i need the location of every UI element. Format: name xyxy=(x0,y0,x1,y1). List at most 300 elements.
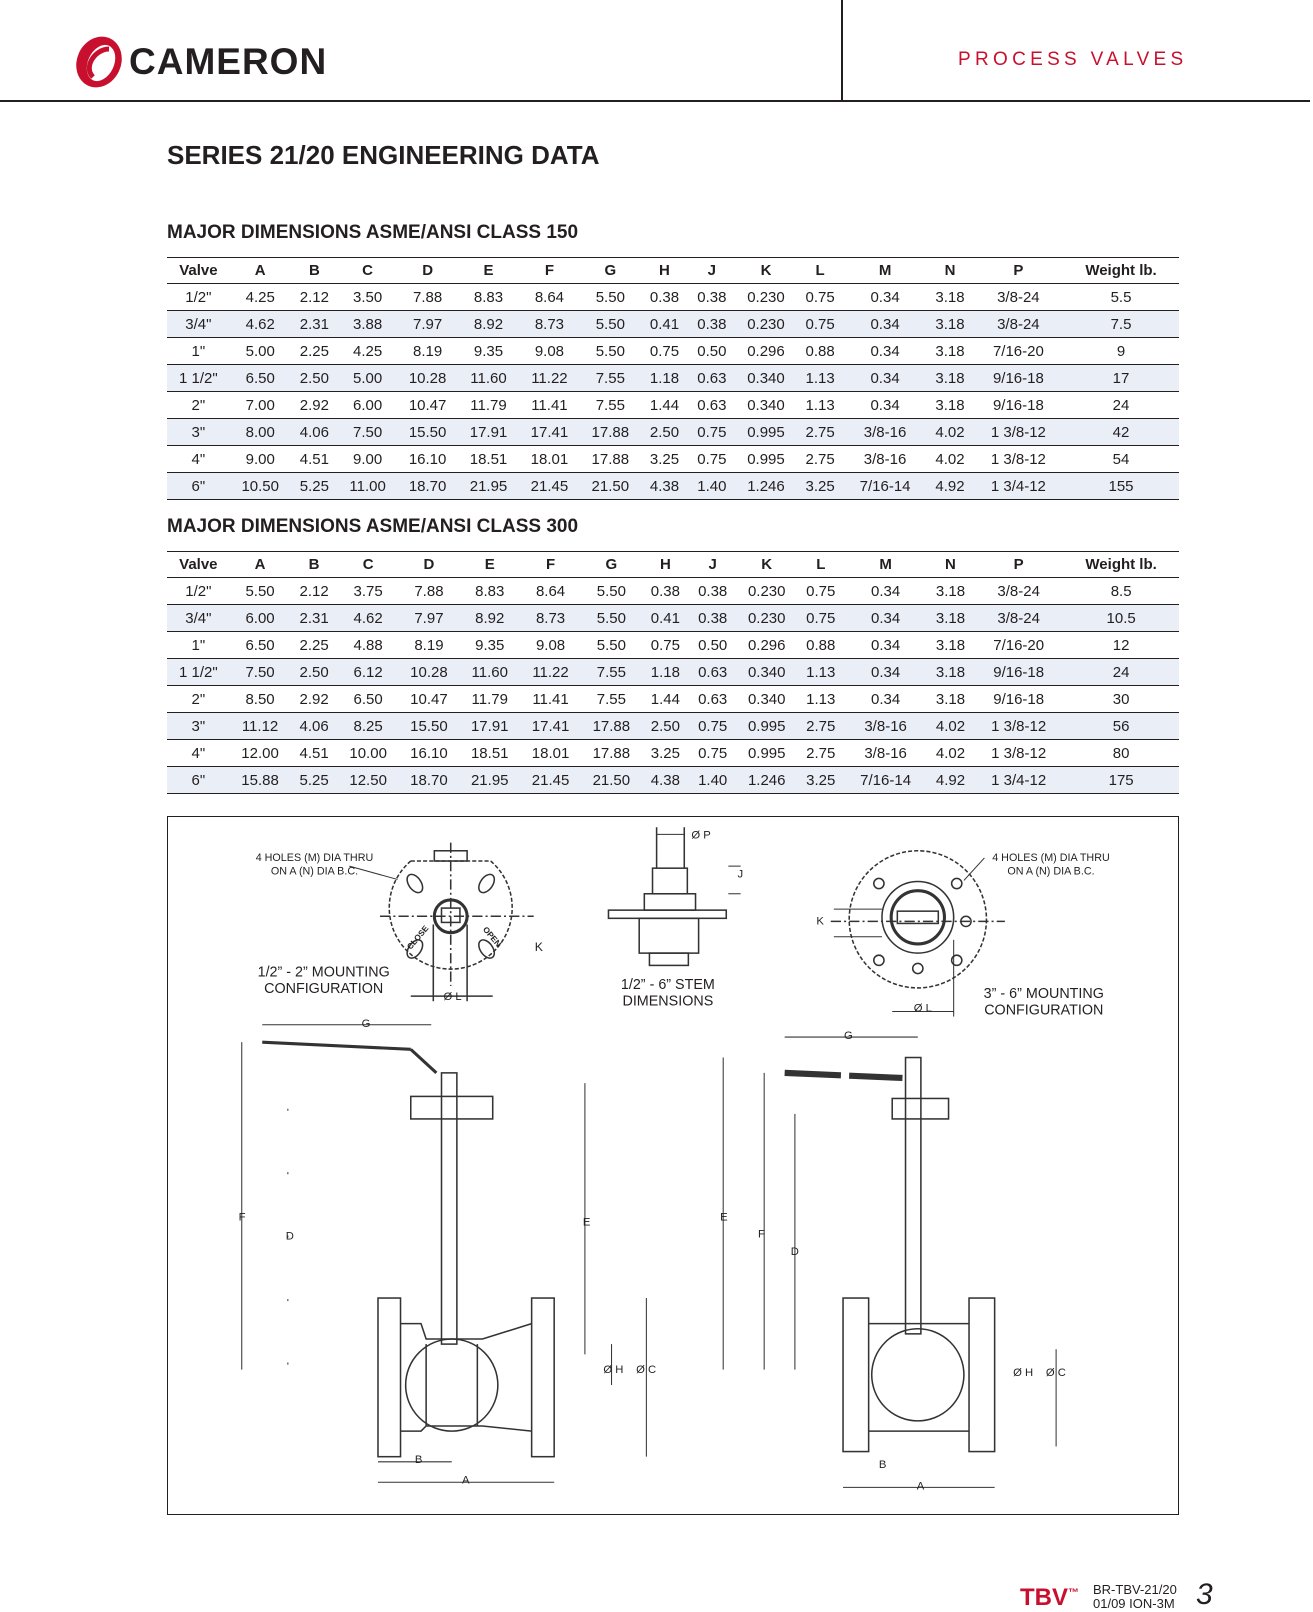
table-cell: 6.00 xyxy=(338,392,397,419)
table-cell: 7.00 xyxy=(230,392,291,419)
table-cell: 1" xyxy=(167,338,230,365)
table-cell: 21.95 xyxy=(459,767,520,794)
table-cell: 0.75 xyxy=(689,740,736,767)
table-cell: 4.88 xyxy=(338,632,399,659)
column-header: K xyxy=(736,258,797,284)
table-cell: 2.50 xyxy=(641,419,688,446)
table-cell: 5.00 xyxy=(230,338,291,365)
page-title: SERIES 21/20 ENGINEERING DATA xyxy=(167,140,600,170)
table-cell: 4.02 xyxy=(927,740,974,767)
table-cell: 0.50 xyxy=(689,632,736,659)
table-row xyxy=(167,578,1179,605)
table-cell: 24 xyxy=(1063,659,1179,686)
table-cell: 4.02 xyxy=(926,419,973,446)
table-cell: 11.60 xyxy=(458,365,519,392)
table-cell: 2.75 xyxy=(797,713,844,740)
table-cell: 7.97 xyxy=(397,311,458,338)
table-cell: 15.50 xyxy=(399,713,460,740)
table-cell: 10.28 xyxy=(397,365,458,392)
table-cell: 0.995 xyxy=(736,446,797,473)
brand-text: TBV xyxy=(1020,1584,1068,1611)
table-cell: 2.50 xyxy=(291,365,338,392)
table-row xyxy=(167,311,1179,338)
table-cell: 7.55 xyxy=(581,686,642,713)
table-cell: 3.25 xyxy=(796,473,843,500)
table-cell: 7.5 xyxy=(1063,311,1179,338)
large-mounting-drawing xyxy=(831,851,1005,1017)
table-cell: 8.64 xyxy=(519,284,580,311)
table-cell: 21.45 xyxy=(520,767,581,794)
table-row xyxy=(167,767,1179,794)
table-cell: 0.41 xyxy=(642,605,689,632)
table-cell: 3/8-24 xyxy=(974,605,1063,632)
stem-caption: 1/2” - 6” STEM xyxy=(620,976,715,993)
table-cell: 2.25 xyxy=(290,632,337,659)
dim-p-label: Ø P xyxy=(691,829,711,842)
stem-caption: DIMENSIONS xyxy=(622,993,714,1010)
document-code-line: BR-TBV-21/20 xyxy=(1093,1582,1177,1597)
table-cell: 2.92 xyxy=(291,392,338,419)
table-cell: 9.35 xyxy=(459,632,520,659)
table-cell: 0.995 xyxy=(736,419,797,446)
table-cell: 0.34 xyxy=(844,686,926,713)
table-cell: 0.34 xyxy=(844,284,927,311)
table-cell: 9/16-18 xyxy=(974,365,1063,392)
table-cell: 0.230 xyxy=(736,284,797,311)
table-cell: 2.50 xyxy=(290,659,337,686)
dim-d-label: D xyxy=(790,1246,799,1259)
table-cell: 1.44 xyxy=(641,392,688,419)
table-cell: 6.50 xyxy=(338,686,399,713)
table-cell: 0.34 xyxy=(844,311,927,338)
table-cell: 3" xyxy=(167,419,230,446)
table-cell: 1.40 xyxy=(689,767,736,794)
column-header: J xyxy=(688,258,735,284)
dim-b-label: B xyxy=(878,1458,887,1471)
table-cell: 0.63 xyxy=(689,659,736,686)
open-label: OPEN xyxy=(480,925,503,949)
table-cell: 10.50 xyxy=(230,473,291,500)
table-cell: 0.75 xyxy=(797,605,844,632)
table-cell: 4.38 xyxy=(642,767,689,794)
table-cell: 4.25 xyxy=(230,284,291,311)
table-cell: 0.75 xyxy=(689,713,736,740)
table-cell: 8.92 xyxy=(459,605,520,632)
table-cell: 17.41 xyxy=(519,419,580,446)
table-cell: 7.97 xyxy=(399,605,460,632)
table-cell: 8.00 xyxy=(230,419,291,446)
column-header: Valve xyxy=(167,552,230,578)
table-cell: 4.06 xyxy=(290,713,337,740)
column-header: M xyxy=(844,552,926,578)
dim-h-label: Ø H xyxy=(603,1363,624,1376)
table-cell: 11.00 xyxy=(338,473,397,500)
dim-l-label: Ø L xyxy=(443,991,462,1004)
column-header: E xyxy=(458,258,519,284)
dim-f-label: F xyxy=(758,1228,765,1241)
table-cell: 5.50 xyxy=(580,311,641,338)
table-cell: 9.35 xyxy=(458,338,519,365)
column-header: C xyxy=(338,258,397,284)
column-header: J xyxy=(689,552,736,578)
table-cell: 7/16-14 xyxy=(844,473,927,500)
table-cell: 7/16-20 xyxy=(974,632,1063,659)
table-cell: 10.28 xyxy=(399,659,460,686)
table-cell: 54 xyxy=(1063,446,1179,473)
table-cell: 6" xyxy=(167,473,230,500)
dim-h-label: Ø H xyxy=(1013,1366,1034,1379)
large-mount-caption: 3” - 6” MOUNTING xyxy=(983,986,1104,1003)
column-header: K xyxy=(736,552,797,578)
small-mount-caption: 1/2” - 2” MOUNTING xyxy=(257,964,390,981)
table-cell: 8.73 xyxy=(520,605,581,632)
table-cell: 2.50 xyxy=(642,713,689,740)
table-row xyxy=(167,605,1179,632)
column-header: G xyxy=(580,258,641,284)
table-cell: 16.10 xyxy=(397,446,458,473)
section-tag: PROCESS VALVES xyxy=(958,49,1188,70)
table-cell: 0.63 xyxy=(689,686,736,713)
table-cell: 6.50 xyxy=(230,365,291,392)
table-cell: 1.246 xyxy=(736,473,797,500)
table-cell: 18.70 xyxy=(399,767,460,794)
table-cell: 4.38 xyxy=(641,473,688,500)
table-cell: 2.12 xyxy=(290,578,337,605)
table-cell: 0.340 xyxy=(736,392,797,419)
table-cell: 0.38 xyxy=(688,284,735,311)
dim-a-label: A xyxy=(916,1480,925,1493)
table-cell: 0.296 xyxy=(736,338,797,365)
table-cell: 3.18 xyxy=(926,284,973,311)
table-row xyxy=(167,419,1179,446)
table-cell: 7.55 xyxy=(581,659,642,686)
table-cell: 4" xyxy=(167,740,230,767)
table-cell: 8.64 xyxy=(520,578,581,605)
table-cell: 11.22 xyxy=(519,365,580,392)
column-header: B xyxy=(290,552,337,578)
table-cell: 1.246 xyxy=(736,767,797,794)
column-header: L xyxy=(797,552,844,578)
document-code-line: 01/09 ION-3M xyxy=(1093,1596,1175,1611)
table-cell: 8.5 xyxy=(1063,578,1179,605)
table-cell: 0.38 xyxy=(689,578,736,605)
table-cell: 30 xyxy=(1063,686,1179,713)
table-cell: 4" xyxy=(167,446,230,473)
table-cell: 7.50 xyxy=(230,659,291,686)
table-cell: 2.75 xyxy=(796,419,843,446)
column-header: P xyxy=(974,258,1063,284)
table-cell: 3.88 xyxy=(338,311,397,338)
table-cell: 11.60 xyxy=(459,659,520,686)
column-header: M xyxy=(844,258,927,284)
table-cell: 0.41 xyxy=(641,311,688,338)
table-cell: 9/16-18 xyxy=(974,659,1063,686)
large-valve-elevation xyxy=(723,1037,1056,1487)
table-300-title: MAJOR DIMENSIONS ASME/ANSI CLASS 300 xyxy=(167,516,579,537)
table-row xyxy=(167,365,1179,392)
table-cell: 56 xyxy=(1063,713,1179,740)
table-cell: 3.25 xyxy=(642,740,689,767)
table-cell: 3/8-24 xyxy=(974,578,1063,605)
table-cell: 1 3/8-12 xyxy=(974,446,1063,473)
dim-f-label: F xyxy=(238,1211,246,1224)
table-cell: 5.50 xyxy=(230,578,291,605)
table-cell: 8.19 xyxy=(397,338,458,365)
table-cell: 5.25 xyxy=(291,473,338,500)
table-cell: 3.18 xyxy=(926,365,973,392)
table-cell: 15.50 xyxy=(397,419,458,446)
table-cell: 17 xyxy=(1063,365,1179,392)
column-header: E xyxy=(459,552,520,578)
table-cell: 3.18 xyxy=(927,578,974,605)
table-cell: 17.88 xyxy=(581,740,642,767)
page-number: 3 xyxy=(1196,1578,1213,1611)
table-cell: 1.44 xyxy=(642,686,689,713)
table-cell: 8.73 xyxy=(519,311,580,338)
table-cell: 0.50 xyxy=(688,338,735,365)
table-cell: 11.12 xyxy=(230,713,291,740)
table-cell: 9.08 xyxy=(520,632,581,659)
column-header: Weight lb. xyxy=(1063,258,1179,284)
table-cell: 3" xyxy=(167,713,230,740)
class-150-table xyxy=(167,257,1179,500)
table-cell: 0.34 xyxy=(844,632,926,659)
table-cell: 0.75 xyxy=(688,446,735,473)
table-cell: 0.75 xyxy=(796,311,843,338)
table-cell: 1 1/2" xyxy=(167,659,230,686)
table-cell: 3/4" xyxy=(167,605,230,632)
table-cell: 4.51 xyxy=(291,446,338,473)
column-header: D xyxy=(399,552,460,578)
table-cell: 3.18 xyxy=(926,392,973,419)
table-cell: 0.230 xyxy=(736,311,797,338)
table-cell: 1 3/8-12 xyxy=(974,419,1063,446)
table-cell: 1/2" xyxy=(167,284,230,311)
table-cell: 0.75 xyxy=(796,284,843,311)
table-cell: 8.92 xyxy=(458,311,519,338)
table-cell: 5.25 xyxy=(290,767,337,794)
table-cell: 21.95 xyxy=(458,473,519,500)
table-cell: 24 xyxy=(1063,392,1179,419)
table-cell: 1 3/8-12 xyxy=(974,740,1063,767)
column-header: P xyxy=(974,552,1063,578)
table-cell: 4.06 xyxy=(291,419,338,446)
table-cell: 1 1/2" xyxy=(167,365,230,392)
table-cell: 3.18 xyxy=(927,659,974,686)
table-row xyxy=(167,686,1179,713)
table-cell: 0.88 xyxy=(797,632,844,659)
table-cell: 9/16-18 xyxy=(974,686,1063,713)
table-cell: 21.45 xyxy=(519,473,580,500)
table-cell: 175 xyxy=(1063,767,1179,794)
table-cell: 1 3/4-12 xyxy=(974,767,1063,794)
table-cell: 1.13 xyxy=(797,686,844,713)
table-cell: 4.02 xyxy=(926,446,973,473)
table-cell: 9.00 xyxy=(338,446,397,473)
table-cell: 0.63 xyxy=(688,365,735,392)
cameron-logo xyxy=(73,33,327,91)
tbv-brand xyxy=(1020,1584,1079,1612)
valve-dimension-drawing xyxy=(167,816,1179,1515)
column-header: H xyxy=(641,258,688,284)
table-cell: 17.91 xyxy=(459,713,520,740)
table-cell: 9.08 xyxy=(519,338,580,365)
cameron-swirl-icon xyxy=(73,33,125,91)
table-cell: 11.22 xyxy=(520,659,581,686)
stem-drawing xyxy=(608,827,740,965)
table-cell: 0.38 xyxy=(641,284,688,311)
table-row xyxy=(167,713,1179,740)
table-cell: 4.92 xyxy=(926,473,973,500)
table-cell: 18.51 xyxy=(459,740,520,767)
table-cell: 0.75 xyxy=(642,632,689,659)
table-cell: 3.18 xyxy=(926,311,973,338)
table-cell: 3/8-16 xyxy=(844,419,927,446)
table-cell: 11.41 xyxy=(519,392,580,419)
table-cell: 1.18 xyxy=(641,365,688,392)
table-cell: 10.00 xyxy=(338,740,399,767)
dim-c-label: Ø C xyxy=(636,1363,657,1376)
dim-g-label: G xyxy=(844,1030,853,1043)
table-cell: 1 3/4-12 xyxy=(974,473,1063,500)
table-cell: 6" xyxy=(167,767,230,794)
column-header: A xyxy=(230,552,291,578)
table-cell: 2.75 xyxy=(796,446,843,473)
column-header: C xyxy=(338,552,399,578)
table-cell: 1.18 xyxy=(642,659,689,686)
table-cell: 0.88 xyxy=(796,338,843,365)
table-cell: 6.50 xyxy=(230,632,291,659)
table-cell: 11.79 xyxy=(458,392,519,419)
table-cell: 12.50 xyxy=(338,767,399,794)
table-row xyxy=(167,392,1179,419)
table-cell: 18.01 xyxy=(519,446,580,473)
dim-k-label: K xyxy=(816,915,824,928)
table-cell: 2.12 xyxy=(291,284,338,311)
table-cell: 1.13 xyxy=(796,365,843,392)
table-cell: 80 xyxy=(1063,740,1179,767)
class-300-table xyxy=(167,551,1179,794)
table-cell: 7.55 xyxy=(580,365,641,392)
column-header: Valve xyxy=(167,258,230,284)
table-cell: 17.88 xyxy=(580,446,641,473)
table-row xyxy=(167,740,1179,767)
header-rule xyxy=(0,100,1310,102)
logo-text: CAMERON xyxy=(129,41,328,82)
table-cell: 5.5 xyxy=(1063,284,1179,311)
table-cell: 7.50 xyxy=(338,419,397,446)
table-cell: 10.5 xyxy=(1063,605,1179,632)
column-header: N xyxy=(927,552,974,578)
table-cell: 3.25 xyxy=(797,767,844,794)
table-row xyxy=(167,632,1179,659)
table-cell: 8.83 xyxy=(458,284,519,311)
dim-b-label: B xyxy=(414,1453,423,1466)
table-cell: 17.91 xyxy=(458,419,519,446)
dim-c-label: Ø C xyxy=(1045,1366,1066,1379)
table-cell: 1.13 xyxy=(796,392,843,419)
table-cell: 9/16-18 xyxy=(974,392,1063,419)
table-cell: 12 xyxy=(1063,632,1179,659)
table-150-title: MAJOR DIMENSIONS ASME/ANSI CLASS 150 xyxy=(167,222,579,243)
table-row xyxy=(167,284,1179,311)
table-cell: 1/2" xyxy=(167,578,230,605)
table-cell: 2" xyxy=(167,686,230,713)
table-cell: 6.00 xyxy=(230,605,291,632)
table-cell: 8.19 xyxy=(399,632,460,659)
table-cell: 2.92 xyxy=(290,686,337,713)
table-cell: 3.18 xyxy=(927,605,974,632)
table-cell: 3/8-16 xyxy=(844,713,926,740)
table-cell: 5.50 xyxy=(580,338,641,365)
table-cell: 4.92 xyxy=(927,767,974,794)
table-cell: 4.02 xyxy=(927,713,974,740)
dim-e-label: E xyxy=(720,1211,728,1224)
table-cell: 7.55 xyxy=(580,392,641,419)
table-cell: 155 xyxy=(1063,473,1179,500)
table-cell: 3.18 xyxy=(927,632,974,659)
table-cell: 17.88 xyxy=(581,713,642,740)
table-cell: 21.50 xyxy=(581,767,642,794)
table-cell: 3/8-16 xyxy=(844,740,926,767)
trademark: ™ xyxy=(1068,1587,1079,1599)
table-cell: 8.50 xyxy=(230,686,291,713)
table-cell: 0.230 xyxy=(736,578,797,605)
table-cell: 3.75 xyxy=(338,578,399,605)
column-header: F xyxy=(520,552,581,578)
holes-note: 4 HOLES (M) DIA THRU xyxy=(255,852,374,865)
dim-e-label: E xyxy=(582,1216,591,1229)
column-header: H xyxy=(642,552,689,578)
column-header: B xyxy=(291,258,338,284)
table-cell: 0.340 xyxy=(736,686,797,713)
table-cell: 11.79 xyxy=(459,686,520,713)
dim-d-label: D xyxy=(285,1230,294,1243)
table-cell: 0.34 xyxy=(844,392,927,419)
dim-l-label: Ø L xyxy=(913,1002,932,1015)
table-cell: 5.50 xyxy=(581,605,642,632)
table-cell: 0.230 xyxy=(736,605,797,632)
table-cell: 5.50 xyxy=(581,578,642,605)
table-cell: 1.13 xyxy=(797,659,844,686)
table-cell: 0.340 xyxy=(736,659,797,686)
table-cell: 3.18 xyxy=(927,686,974,713)
table-cell: 2.31 xyxy=(291,311,338,338)
table-cell: 3.18 xyxy=(926,338,973,365)
small-valve-elevation xyxy=(242,1025,647,1483)
table-cell: 18.01 xyxy=(520,740,581,767)
dim-a-label: A xyxy=(461,1474,470,1487)
table-cell: 4.62 xyxy=(338,605,399,632)
dim-j-label: J xyxy=(737,868,744,881)
header-divider xyxy=(841,0,843,101)
column-header: L xyxy=(796,258,843,284)
table-cell: 0.75 xyxy=(797,578,844,605)
table-cell: 0.34 xyxy=(844,605,926,632)
table-cell: 0.34 xyxy=(844,338,927,365)
table-cell: 0.34 xyxy=(844,659,926,686)
table-cell: 0.995 xyxy=(736,713,797,740)
table-cell: 8.83 xyxy=(459,578,520,605)
table-cell: 0.38 xyxy=(688,311,735,338)
holes-note: ON A (N) DIA B.C. xyxy=(1007,865,1095,878)
column-header: D xyxy=(397,258,458,284)
table-cell: 0.340 xyxy=(736,365,797,392)
table-cell: 17.41 xyxy=(520,713,581,740)
table-cell: 10.47 xyxy=(397,392,458,419)
table-cell: 5.50 xyxy=(580,284,641,311)
table-cell: 18.51 xyxy=(458,446,519,473)
